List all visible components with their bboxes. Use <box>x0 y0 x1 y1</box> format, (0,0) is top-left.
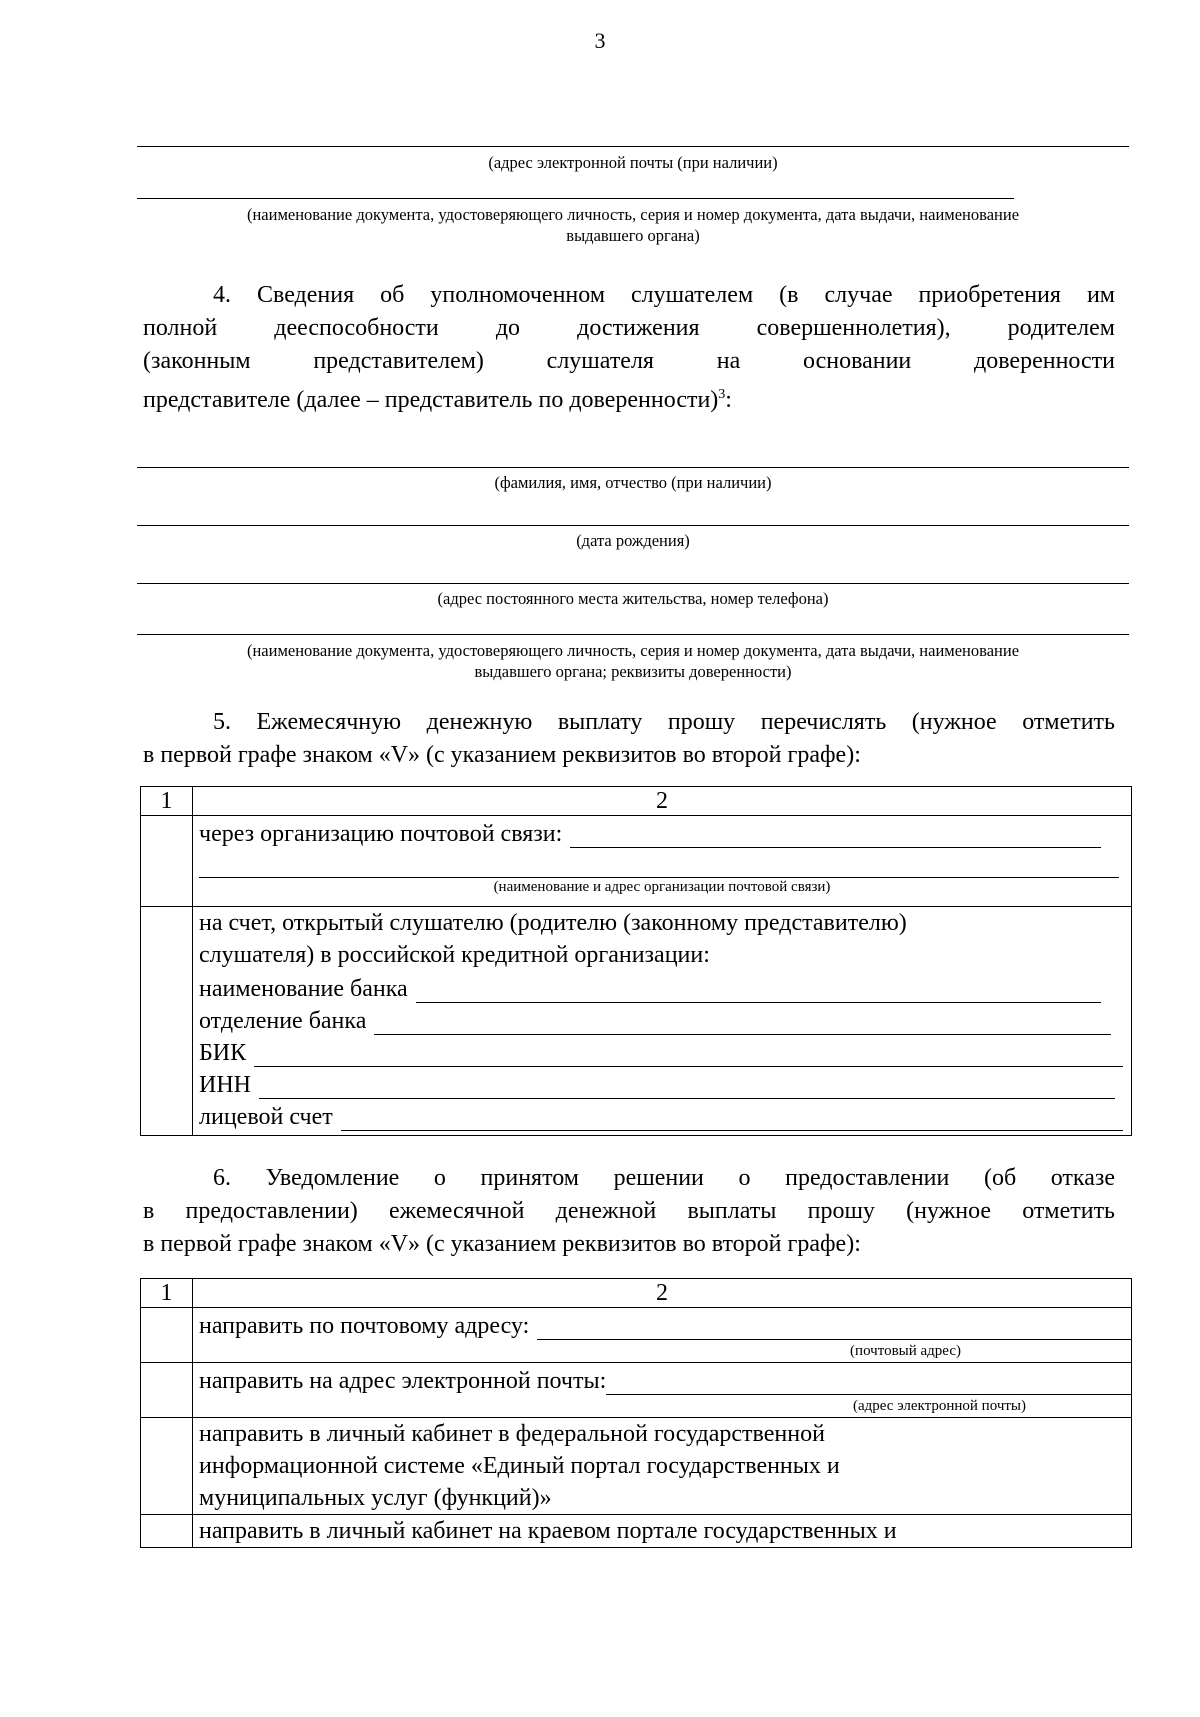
bik-line <box>193 1035 1131 1067</box>
notify-postal-line <box>193 1308 1131 1340</box>
inn-input[interactable] <box>259 1075 1115 1099</box>
gosuslugi-line-2: информационной системе «Единый портал государственных и <box>199 1453 840 1479</box>
representative-birth-line <box>137 525 1129 526</box>
postal-org-input-2[interactable] <box>199 854 1119 878</box>
payment-account-row <box>141 907 1132 1136</box>
page-number: 3 <box>594 28 606 53</box>
id-document-caption-line-1: (наименование документа, удостоверяющего личность, серия и номер документа, дата выдачи, наименование <box>246 205 1020 224</box>
notify-email-row <box>141 1363 1132 1418</box>
payment-table-col-2-header: 2 <box>193 787 1132 816</box>
notify-email-line <box>193 1363 1131 1395</box>
payment-table-header <box>141 787 1132 816</box>
notify-postal-details <box>193 1308 1132 1363</box>
section-6-paragraph <box>143 1162 1115 1261</box>
personal-account-line <box>193 1099 1131 1131</box>
notify-gosuslugi-checkbox-cell[interactable] <box>141 1418 193 1515</box>
account-description-line-2: слушателя) в российской кредитной организации: <box>199 942 710 968</box>
payment-table-col-1-header: 1 <box>141 787 193 816</box>
representative-address-caption: (адрес постоянного места жительства, номер телефона) <box>437 589 829 608</box>
notify-regional-portal-row <box>141 1515 1132 1548</box>
section-6-line-1: 6. Уведомление о принятом решении о предоставлении (об отказе <box>213 1165 1115 1191</box>
payment-method-table <box>140 786 1132 1136</box>
notify-postal-label: направить по почтовому адресу: <box>199 1313 530 1339</box>
section-5-line-1: 5. Ежемесячную денежную выплату прошу перечислять (нужное отметить <box>213 709 1115 735</box>
representative-address-line <box>137 583 1129 584</box>
notification-method-table <box>140 1278 1132 1548</box>
payment-postal-row <box>141 816 1132 907</box>
account-description-line-1: на счет, открытый слушателю (родителю (законному представителю) <box>199 910 907 936</box>
postal-org-label: через организацию почтовой связи: <box>199 821 563 847</box>
notify-gosuslugi-row <box>141 1418 1132 1515</box>
notify-postal-checkbox-cell[interactable] <box>141 1308 193 1363</box>
bank-name-line <box>193 971 1131 1003</box>
gosuslugi-line-3: муниципальных услуг (функций)» <box>199 1485 552 1511</box>
id-document-caption-line-2: выдавшего органа) <box>566 226 700 245</box>
id-document-line <box>137 198 1014 199</box>
postal-org-line-2 <box>193 848 1131 878</box>
payment-account-details <box>193 907 1132 1136</box>
gosuslugi-line-1: направить в личный кабинет в федеральной государственной <box>199 1421 825 1447</box>
section-4-line-2: полной дееспособности до достижения совершеннолетия), родителем <box>143 315 1115 341</box>
notify-email-details <box>193 1363 1132 1418</box>
inn-label: ИНН <box>199 1072 251 1098</box>
section-4-line-1: 4. Сведения об уполномоченном слушателем (в случае приобретения им <box>213 282 1115 308</box>
representative-document-caption <box>137 640 1129 682</box>
email-line <box>137 146 1129 147</box>
bank-branch-input[interactable] <box>374 1011 1111 1035</box>
notification-table-header <box>141 1279 1132 1308</box>
notify-postal-row <box>141 1308 1132 1363</box>
bank-branch-label: отделение банка <box>199 1008 367 1034</box>
inn-line <box>193 1067 1131 1099</box>
section-5-paragraph <box>143 706 1115 772</box>
section-4-paragraph <box>143 279 1115 417</box>
notify-email-input[interactable] <box>606 1371 1131 1395</box>
payment-account-checkbox-cell[interactable] <box>141 907 193 1136</box>
section-6-line-2: в предоставлении) ежемесячной денежной выплаты прошу (нужное отметить <box>143 1198 1115 1224</box>
footnote-3-marker: 3 <box>718 387 726 402</box>
email-caption: (адрес электронной почты (при наличии) <box>488 153 778 172</box>
bank-name-label: наименование банка <box>199 976 408 1002</box>
notify-postal-input[interactable] <box>537 1316 1131 1340</box>
representative-fio-caption: (фамилия, имя, отчество (при наличии) <box>494 473 772 492</box>
notify-email-checkbox-cell[interactable] <box>141 1363 193 1418</box>
notification-table-col-2-header: 2 <box>193 1279 1132 1308</box>
representative-document-caption-line-2: выдавшего органа; реквизиты доверенности) <box>474 662 792 681</box>
payment-postal-details <box>193 816 1132 907</box>
bank-branch-line <box>193 1003 1131 1035</box>
personal-account-input[interactable] <box>341 1107 1123 1131</box>
postal-org-caption: (наименование и адрес организации почтовой связи) <box>493 879 831 895</box>
notification-table-col-1-header: 1 <box>141 1279 193 1308</box>
id-document-caption <box>137 204 1129 246</box>
notify-regional-portal-details <box>193 1515 1132 1548</box>
section-6-line-3: в первой графе знаком «V» (с указанием реквизитов во второй графе): <box>143 1231 861 1257</box>
representative-fio-line <box>137 467 1129 468</box>
notify-gosuslugi-details <box>193 1418 1132 1515</box>
representative-document-line <box>137 634 1129 635</box>
representative-document-caption-line-1: (наименование документа, удостоверяющего личность, серия и номер документа, дата выдачи, наименование <box>246 641 1020 660</box>
section-4-line-4 <box>143 378 1115 417</box>
regional-portal-line-1: направить в личный кабинет на краевом портале государственных и <box>199 1518 897 1544</box>
postal-org-line <box>193 816 1131 848</box>
representative-birth-caption: (дата рождения) <box>576 531 690 550</box>
payment-postal-checkbox-cell[interactable] <box>141 816 193 907</box>
section-5-line-2: в первой графе знаком «V» (с указанием реквизитов во второй графе): <box>143 742 861 768</box>
notify-regional-portal-checkbox-cell[interactable] <box>141 1515 193 1548</box>
bank-name-input[interactable] <box>416 979 1101 1003</box>
personal-account-label: лицевой счет <box>199 1104 333 1130</box>
section-4-line-4-text: представителе (далее – представитель по доверенности) <box>143 387 719 413</box>
section-4-line-3: (законным представителем) слушателя на основании доверенности <box>143 348 1115 374</box>
postal-org-input[interactable] <box>570 824 1101 848</box>
section-4-line-4-colon: : <box>725 387 732 413</box>
bik-label: БИК <box>199 1040 247 1066</box>
notify-email-caption: (адрес электронной почты) <box>852 1398 1026 1414</box>
bik-input[interactable] <box>254 1043 1123 1067</box>
notify-postal-caption: (почтовый адрес) <box>850 1343 961 1359</box>
notify-email-label: направить на адрес электронной почты: <box>199 1368 607 1394</box>
